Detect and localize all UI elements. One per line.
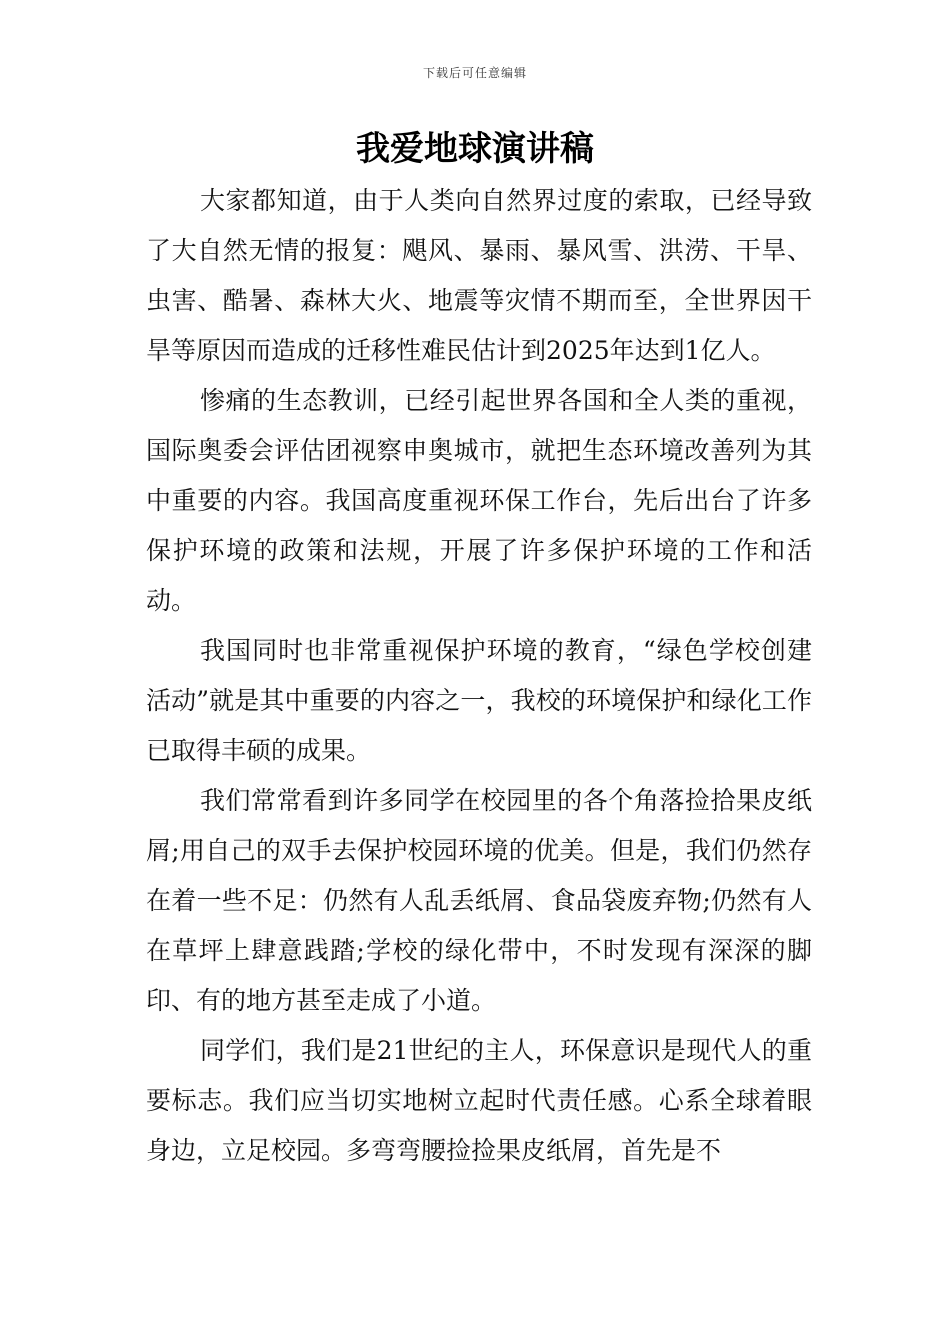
paragraph-5: 同学们，我们是21世纪的主人，环保意识是现代人的重要标志。我们应当切实地树立起时代责任感。心系全球着眼身边，立足校园。多弯弯腰捡捡果皮纸屑，首先是不 — [146, 1036, 812, 1165]
paragraph-4: 我们常常看到许多同学在校园里的各个角落捡拾果皮纸屑;用自己的双手去保护校园环境的优美。但是，我们仍然存在着一些不足：仍然有人乱丢纸屑、食品袋废弃物;仍然有人在草坪上肆意践踏;学校的绿化带中，不时发现有深深的脚印、有的地方甚至走成了小道。 — [146, 786, 812, 1015]
document-body — [146, 176, 812, 1176]
page-header-note: 下载后可任意编辑 — [422, 66, 527, 80]
paragraph-3: 我国同时也非常重视保护环境的教育，“绿色学校创建活动”就是其中重要的内容之一，我校的环境保护和绿化工作已取得丰硕的成果。 — [146, 636, 812, 765]
paragraph-1: 大家都知道，由于人类向自然界过度的索取，已经导致了大自然无情的报复：飓风、暴雨、暴风雪、洪涝、干旱、虫害、酷暑、森林大火、地震等灾情不期而至，全世界因干旱等原因而造成的迁移性难民估计到2025年达到1亿人。 — [146, 186, 812, 365]
document-title: 我爱地球演讲稿 — [356, 129, 594, 169]
paragraph-2: 惨痛的生态教训，已经引起世界各国和全人类的重视，国际奥委会评估团视察申奥城市，就把生态环境改善列为其中重要的内容。我国高度重视环保工作台，先后出台了许多保护环境的政策和法规，开展了许多保护环境的工作和活动。 — [146, 386, 812, 615]
